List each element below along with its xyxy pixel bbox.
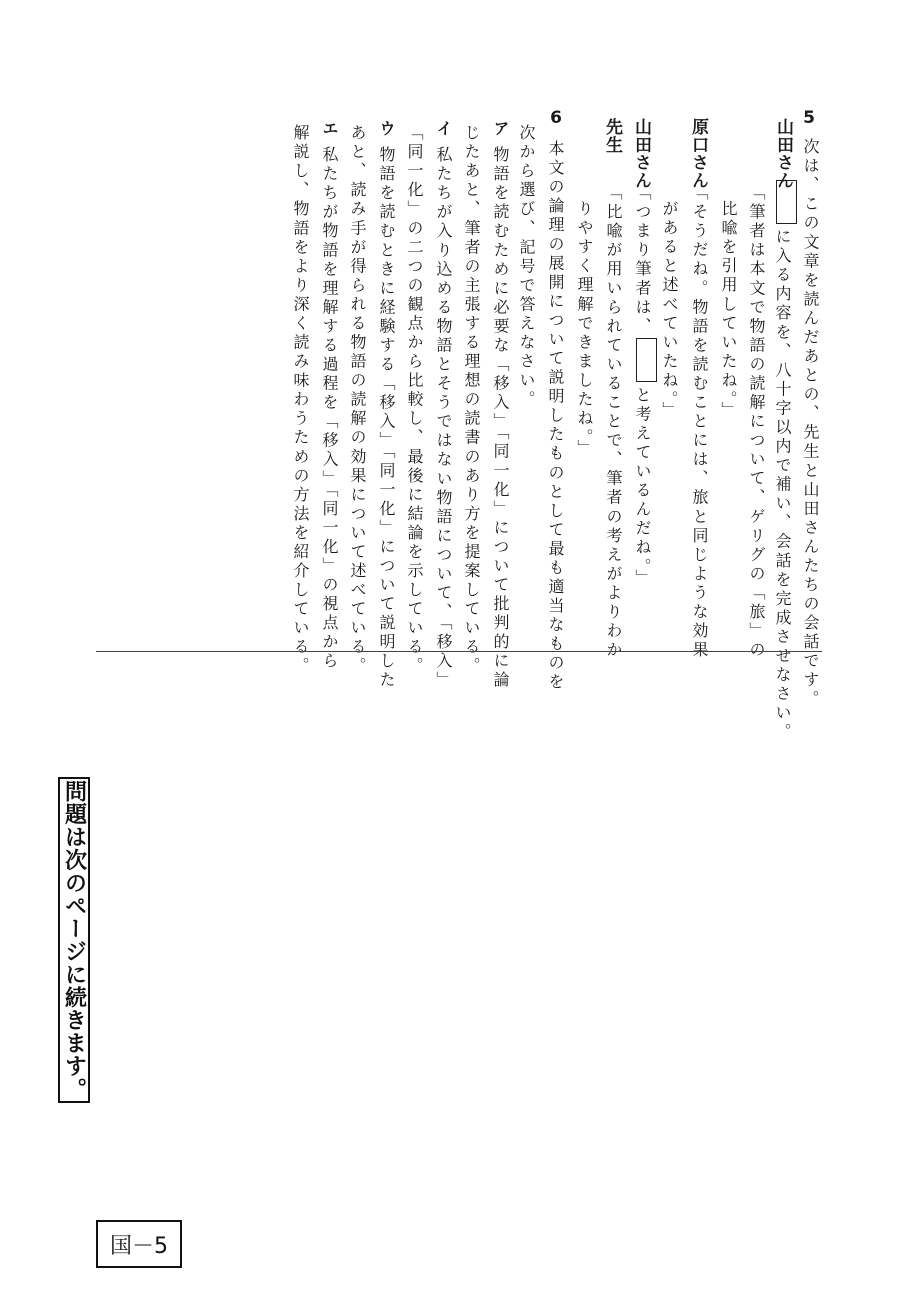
next-page-notice: 問題は次のページに続きます。 xyxy=(61,779,87,1101)
speaker-yamada-2: 山田さん xyxy=(631,118,651,190)
speaker-yamada-1: 山田さん xyxy=(773,118,793,190)
question-6-number: 6 xyxy=(546,108,566,132)
question-6-instruction-1: 本文の論理の展開について説明したものとして最も適当なものを xyxy=(546,140,565,693)
speaker-harada: 原口さん xyxy=(688,118,708,190)
next-page-notice-box xyxy=(58,777,90,1103)
choice-i-label: イ xyxy=(434,120,453,140)
choice-a-line-1: 物語を読むために必要な「移入」「同一化」について批判的に論 xyxy=(491,146,510,691)
choice-u-line-2: あと、読み手が得られる物語の読解の効果について述べている。 xyxy=(348,124,367,677)
answer-blank-box xyxy=(776,180,797,224)
question-6-instruction-2: 次から選び、記号で答えなさい。 xyxy=(517,124,536,410)
harada-line-1: 「そうだね。物語を読むことには、旅と同じような効果 xyxy=(690,184,709,660)
choice-a-line-2: じたあと、筆者の主張する理想の読書のあり方を提案している。 xyxy=(462,124,481,677)
choice-e-line-1: 私たちが物語を理解する過程を「移入」「同一化」の視点から xyxy=(320,146,339,672)
choice-u-label: ウ xyxy=(377,120,396,140)
choice-i-line-2: 「同一化」の二つの観点から比較し、最後に結論を示している。 xyxy=(405,124,424,677)
section-divider xyxy=(96,651,822,652)
question-5-number: 5 xyxy=(799,108,819,132)
choice-e-label: エ xyxy=(320,120,339,140)
choice-a-label: ア xyxy=(491,120,510,140)
yamada-1-line-1: 「筆者は本文で物語の読解について、ゲリグの「旅」の xyxy=(747,184,766,660)
question-5-instruction: 次は、この文章を読んだあとの、先生と山田さんたちの会話です。 xyxy=(801,138,820,710)
page-number: 国－5 xyxy=(96,1220,182,1268)
teacher-line-2: りやすく理解できましたね。」 xyxy=(575,200,594,459)
yamada-1-line-2: 比喩を引用していたね。」 xyxy=(719,200,738,421)
teacher-line-1: 「比喩が用いられていることで、筆者の考えがよりわか xyxy=(604,184,623,660)
answer-blank-box-inline xyxy=(636,338,657,382)
choice-u-line-1: 物語を読むときに経験する「移入」「同一化」について説明した xyxy=(377,146,396,691)
choice-i-line-1: 私たちが入り込める物語とそうではない物語について、「移入」 xyxy=(434,146,453,691)
question-5-instruction-cont: に入る内容を、八十字以内で補い、会話を完成させなさい。 xyxy=(774,178,797,742)
harada-line-2: があると述べていたね。」 xyxy=(660,200,679,421)
speaker-teacher: 先生 xyxy=(602,118,622,154)
choice-e-line-2: 解説し、物語をより深く読み味わうための方法を紹介している。 xyxy=(291,124,310,677)
yamada-2-line: 「つまり筆者は、と考えているんだね。」 xyxy=(634,184,657,588)
